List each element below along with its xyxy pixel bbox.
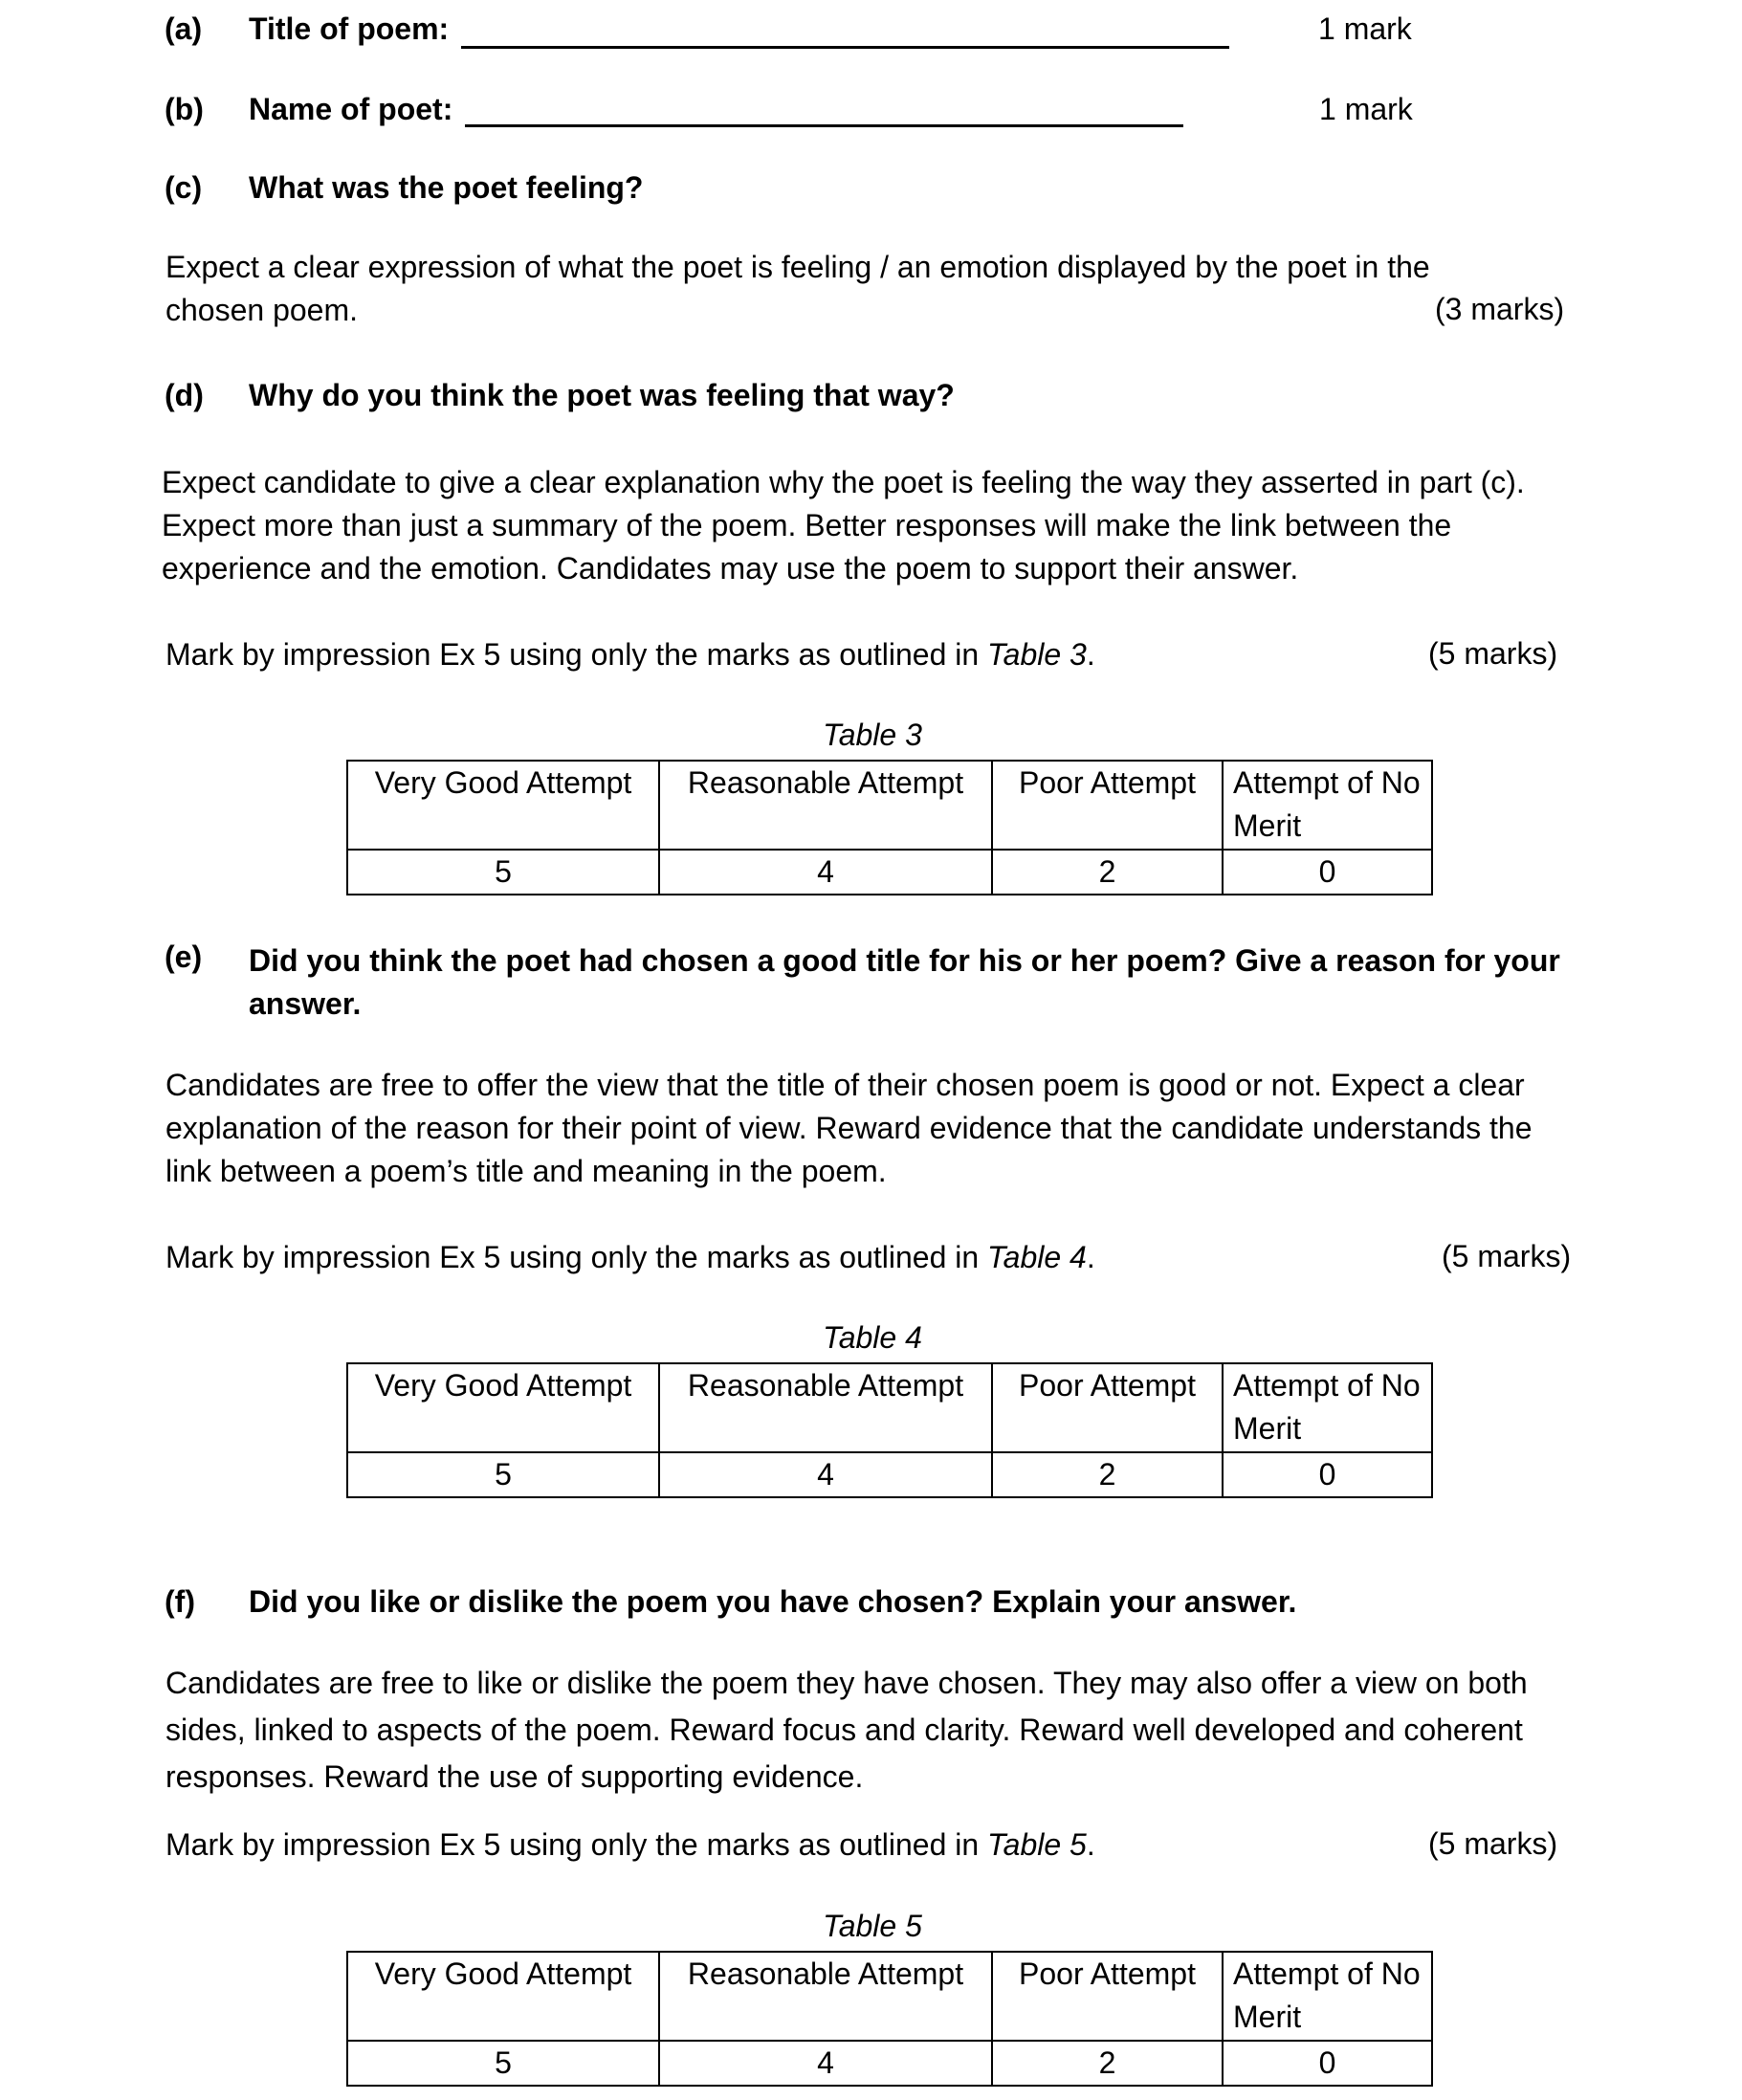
header-poor: Poor Attempt — [992, 1952, 1223, 2041]
value-very-good: 5 — [347, 1452, 659, 1497]
header-poor: Poor Attempt — [992, 761, 1223, 850]
header-no-merit: Attempt of No Merit — [1223, 761, 1432, 850]
question-d-label: (d) — [165, 378, 204, 412]
value-poor: 2 — [992, 2041, 1223, 2086]
table-header-row — [347, 761, 1432, 850]
question-d-guidance: Expect candidate to give a clear explanation why the poet is feeling the way they asserted in part (c). Expect more than just a summary of the poem. Better responses will make the link between the experience and the emotion. Candidates may use the poem to support their answer. — [162, 465, 1525, 586]
header-no-merit: Attempt of No Merit — [1223, 1952, 1432, 2041]
table-reference: Table 3 — [987, 637, 1087, 672]
question-e-guidance: Candidates are free to offer the view that the title of their chosen poem is good or not. Expect a clear explanation of the reason for their point of view. Reward evidence that the candidate understands the link between a poem’s title and meaning in the poem. — [165, 1068, 1533, 1188]
question-a-label: (a) — [165, 11, 203, 46]
table-5-caption: Table 5 — [823, 1909, 922, 1943]
table-4-caption: Table 4 — [823, 1320, 922, 1355]
question-e-marks: (5 marks) — [1442, 1239, 1572, 1273]
value-very-good: 5 — [347, 2041, 659, 2086]
header-reasonable: Reasonable Attempt — [659, 761, 992, 850]
question-c-label: (c) — [165, 170, 203, 205]
question-e-text: Did you think the poet had chosen a good title for his or her poem? Give a reason for your answer. — [249, 943, 1560, 1021]
table-header-row — [347, 1952, 1432, 2041]
question-c-guidance: Expect a clear expression of what the poet is feeling / an emotion displayed by the poet in the chosen poem. — [165, 250, 1430, 327]
table-3 — [346, 760, 1433, 895]
question-d-marks: (5 marks) — [1428, 636, 1558, 671]
header-no-merit: Attempt of No Merit — [1223, 1363, 1432, 1452]
table-value-row — [347, 2041, 1432, 2086]
table-header-row — [347, 1363, 1432, 1452]
question-a-marks: 1 mark — [1318, 11, 1412, 46]
question-b-label: (b) — [165, 92, 204, 126]
question-f-label: (f) — [165, 1584, 195, 1619]
question-e-label: (e) — [165, 939, 203, 974]
table-3-caption: Table 3 — [823, 718, 922, 752]
value-no-merit: 0 — [1223, 1452, 1432, 1497]
question-d-text: Why do you think the poet was feeling that way? — [249, 378, 955, 412]
question-e-mark-note: Mark by impression Ex 5 using only the marks as outlined in Table 4. — [165, 1240, 1095, 1274]
question-b-marks: 1 mark — [1319, 92, 1413, 126]
header-very-good: Very Good Attempt — [347, 761, 659, 850]
table-reference: Table 4 — [987, 1240, 1087, 1274]
answer-line-title[interactable] — [461, 46, 1229, 49]
table-value-row — [347, 850, 1432, 895]
question-d-mark-note: Mark by impression Ex 5 using only the marks as outlined in Table 3. — [165, 637, 1095, 672]
value-poor: 2 — [992, 1452, 1223, 1497]
value-no-merit: 0 — [1223, 2041, 1432, 2086]
question-f-text: Did you like or dislike the poem you have chosen? Explain your answer. — [249, 1584, 1297, 1619]
value-reasonable: 4 — [659, 1452, 992, 1497]
header-reasonable: Reasonable Attempt — [659, 1952, 992, 2041]
question-f-guidance: Candidates are free to like or dislike the poem they have chosen. They may also offer a view on both sides, linked to aspects of the poem. Reward focus and clarity. Reward well developed and coherent responses. Reward the use of supporting evidence. — [165, 1666, 1528, 1794]
question-f-marks: (5 marks) — [1428, 1826, 1558, 1861]
value-reasonable: 4 — [659, 2041, 992, 2086]
table-reference: Table 5 — [987, 1827, 1087, 1862]
header-poor: Poor Attempt — [992, 1363, 1223, 1452]
question-c-text: What was the poet feeling? — [249, 170, 644, 205]
question-b-text: Name of poet: — [249, 92, 453, 126]
question-c-marks: (3 marks) — [1435, 292, 1565, 326]
value-very-good: 5 — [347, 850, 659, 895]
answer-line-poet[interactable] — [465, 124, 1183, 127]
value-poor: 2 — [992, 850, 1223, 895]
question-f-mark-note: Mark by impression Ex 5 using only the marks as outlined in Table 5. — [165, 1827, 1095, 1862]
table-4 — [346, 1362, 1433, 1498]
header-very-good: Very Good Attempt — [347, 1952, 659, 2041]
table-value-row — [347, 1452, 1432, 1497]
table-5 — [346, 1951, 1433, 2087]
value-reasonable: 4 — [659, 850, 992, 895]
header-very-good: Very Good Attempt — [347, 1363, 659, 1452]
header-reasonable: Reasonable Attempt — [659, 1363, 992, 1452]
value-no-merit: 0 — [1223, 850, 1432, 895]
question-a-text: Title of poem: — [249, 11, 450, 46]
